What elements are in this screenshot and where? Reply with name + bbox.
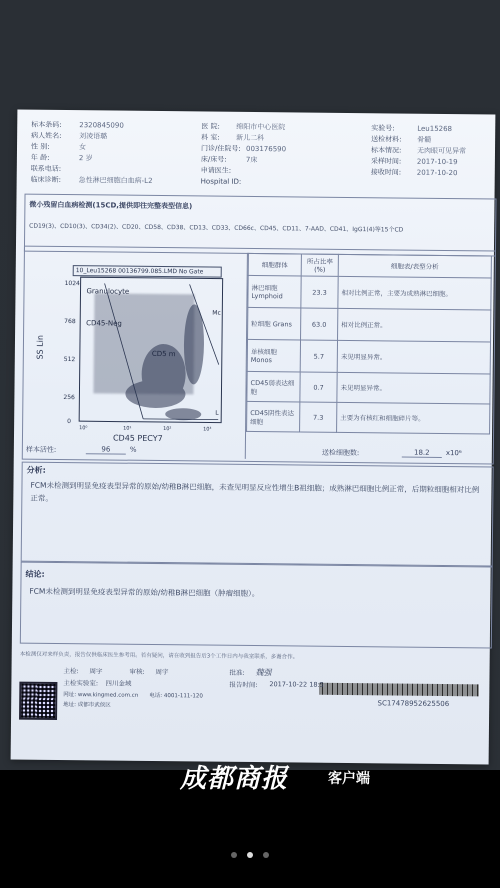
x-axis-label: CD45 PECY7 (112, 433, 163, 444)
analysis-box (21, 462, 494, 567)
activity-label: 样本活性: (25, 445, 57, 454)
gate-line (143, 419, 218, 420)
scatter-noise (93, 293, 194, 394)
watermark-main: 成都商报 (180, 764, 289, 794)
cell-percent: 0.7 (300, 372, 337, 402)
page-indicator (0, 852, 500, 862)
col-header: 细胞群体 (248, 253, 301, 276)
cell-analysis: 主要为有核红和细胞碎片等。 (337, 402, 490, 434)
page-dot-active[interactable] (247, 852, 253, 858)
cell-population: CD45阴性表达细胞 (247, 401, 300, 432)
inpatient-no-value: 003176590 (245, 144, 287, 154)
lab-label: 主检实验室: (63, 679, 99, 688)
analysis-label: 分析: (26, 465, 46, 475)
table-row (248, 275, 491, 310)
page-dot[interactable] (263, 852, 269, 858)
table-row (248, 307, 491, 342)
tester-label: 主检: (63, 667, 79, 676)
col-header: 细胞表/表型分析 (338, 254, 491, 278)
table-row (247, 371, 490, 404)
y-tick: 256 (63, 394, 75, 402)
table-row (247, 339, 490, 374)
col-header: 所占比率(%) (301, 254, 338, 276)
patient-name-label: 病人姓名: (31, 131, 62, 140)
specimen-condition-label: 标本情况: (370, 146, 402, 155)
patient-name-value: 刘凌语璐 (79, 132, 108, 141)
lab-name: 四川金域 (105, 679, 132, 688)
reviewer-label: 审核: (129, 667, 145, 676)
panel-markers: CD19(3)、CD10(3)、CD34(2)、CD20、CD58、CD38、CD13、CD33、CD66c、CD45、CD11、7-AAD、CD41、IgG1(4)等15个CD (29, 222, 404, 234)
website: 网址: www.kingmed.com.cn (63, 692, 139, 699)
address: 地址: 成都市武侯区 (63, 702, 111, 709)
diagnosis-value: 急性淋巴细胞白血病-L2 (78, 176, 153, 185)
x-tick: 10³ (203, 426, 212, 433)
age-label: 年 龄: (30, 153, 50, 162)
x-tick: 10⁰ (79, 425, 88, 432)
watermark-sub: 客户端 (328, 771, 370, 787)
bed-value: 7床 (245, 155, 258, 165)
x-tick: 10¹ (123, 425, 132, 432)
y-tick: 0 (67, 418, 72, 426)
diagnosis-label: 临床诊断: (30, 175, 62, 184)
scatter-plot-svg (33, 263, 230, 440)
sex-value: 女 (78, 143, 87, 152)
analysis-text: FCM未检测到明显免疫表型异常的原始/幼稚B淋巴细胞，未查见明显反应性增生B祖细胞；成熟淋巴细胞比例正常，后期粒细胞相对比例正常。 (30, 480, 480, 503)
region-label: Mc (212, 309, 221, 317)
specimen-condition-value: 无肉眼可见异常 (416, 146, 467, 156)
report-footer (19, 666, 490, 761)
y-tick: 768 (64, 318, 76, 326)
disclaimer-note: 本检测仅对来样负责，报告仅供临床医生参考用。若有疑问，请在收到报告后3个工作日内与我室联系，多谢合作。 (19, 651, 299, 661)
lab-report-paper (11, 110, 496, 765)
barcode-label: 标本条码: (31, 120, 62, 129)
approver-label: 批准: (229, 668, 245, 677)
table-row (247, 401, 490, 434)
tester-name: 周宇 (89, 667, 103, 676)
cell-population: 单核细胞 Monos (247, 339, 300, 372)
collect-time-value: 2017-10-19 (416, 157, 458, 167)
hospital-id-label: Hospital ID: (200, 177, 242, 186)
count-label: 送检细胞数: (321, 448, 360, 458)
cell-percent: 63.0 (301, 308, 338, 340)
report-header (30, 120, 487, 205)
cell-analysis: 相对比例正常。 (338, 308, 491, 342)
flow-cytometry-plot (33, 263, 230, 444)
lab-no-value: Leu15268 (417, 124, 453, 134)
report-time-value: 2017-10-22 18:5 (269, 680, 324, 689)
region-label: L (215, 409, 219, 417)
lab-no-label: 实验号: (371, 124, 395, 133)
cell-population: 淋巴细胞 Lymphoid (248, 275, 301, 308)
approver-signature: 魏强 (255, 668, 272, 678)
cell-percent: 5.7 (300, 340, 337, 372)
conclusion-box (20, 562, 493, 649)
conclusion-label: 结论: (25, 569, 45, 579)
age-value: 2 岁 (78, 154, 93, 163)
y-axis-label: SS Lin (35, 334, 45, 360)
cell-percent: 7.3 (300, 402, 337, 432)
report-time-label: 报告时间: (229, 680, 258, 690)
y-tick: 512 (63, 356, 76, 364)
reviewer-name: 周宇 (155, 667, 169, 677)
count-unit: x10⁶ (445, 449, 462, 458)
receive-time-label: 接收时间: (370, 168, 402, 177)
hospital-label: 医 院: (201, 122, 220, 131)
cell-population: 粒细胞 Grans (248, 307, 301, 340)
population-table (245, 253, 492, 462)
cell-population: CD45弱表达细胞 (247, 371, 300, 402)
table-header-row (248, 253, 491, 278)
region-label: CD5 m (151, 349, 176, 359)
region-label: Granulocyte (86, 287, 130, 296)
cell-analysis: 未见明显异常。 (337, 372, 490, 404)
department-label: 科 室: (201, 133, 220, 142)
cell-analysis: 未见明显异常。 (337, 340, 490, 374)
phone-label: 联系电话: (30, 164, 62, 173)
activity-unit: % (129, 445, 137, 454)
doctor-label: 申请医生: (200, 166, 232, 175)
x-tick: 10² (163, 426, 172, 433)
plot-header: 10_Leu15268 00136799.085.LMD No Gate (73, 265, 222, 278)
barcode (319, 683, 479, 697)
receive-time-value: 2017-10-20 (416, 168, 458, 178)
barcode-number: SC17478952625506 (377, 699, 450, 709)
specimen-value: 骨髓 (417, 135, 432, 144)
barcode-value: 2320845090 (79, 121, 124, 130)
page-dot[interactable] (231, 852, 237, 858)
department-value: 新儿二科 (236, 133, 265, 143)
qr-code (19, 682, 57, 720)
activity-value: 96 (86, 445, 126, 454)
y-tick: 1024 (64, 280, 80, 288)
hotline: 电话: 4001-111-120 (149, 692, 203, 700)
panel-title: 微小残留白血病检测(15CD,提供即往完整表型信息) (29, 200, 193, 211)
count-value: 18.2 (402, 449, 442, 458)
sex-label: 性 别: (30, 142, 50, 151)
specimen-label: 送检材料: (371, 135, 402, 144)
watermark (150, 756, 430, 796)
collect-time-label: 采样时间: (370, 157, 402, 166)
inpatient-no-label: 门诊/住院号: (200, 144, 241, 153)
region-label: CD45-Neg (86, 319, 122, 328)
results-box (22, 246, 496, 465)
cell-analysis: 相对比例正常，主要为成熟淋巴细胞。 (338, 276, 491, 310)
conclusion-text: FCM未检测到明显免疫表型异常的原始/幼稚B淋巴细胞（肿瘤细胞）。 (29, 586, 260, 599)
bed-label: 床/床号: (200, 155, 227, 164)
hospital-value: 绵阳市中心医院 (236, 122, 286, 132)
cell-percent: 23.3 (301, 276, 338, 308)
